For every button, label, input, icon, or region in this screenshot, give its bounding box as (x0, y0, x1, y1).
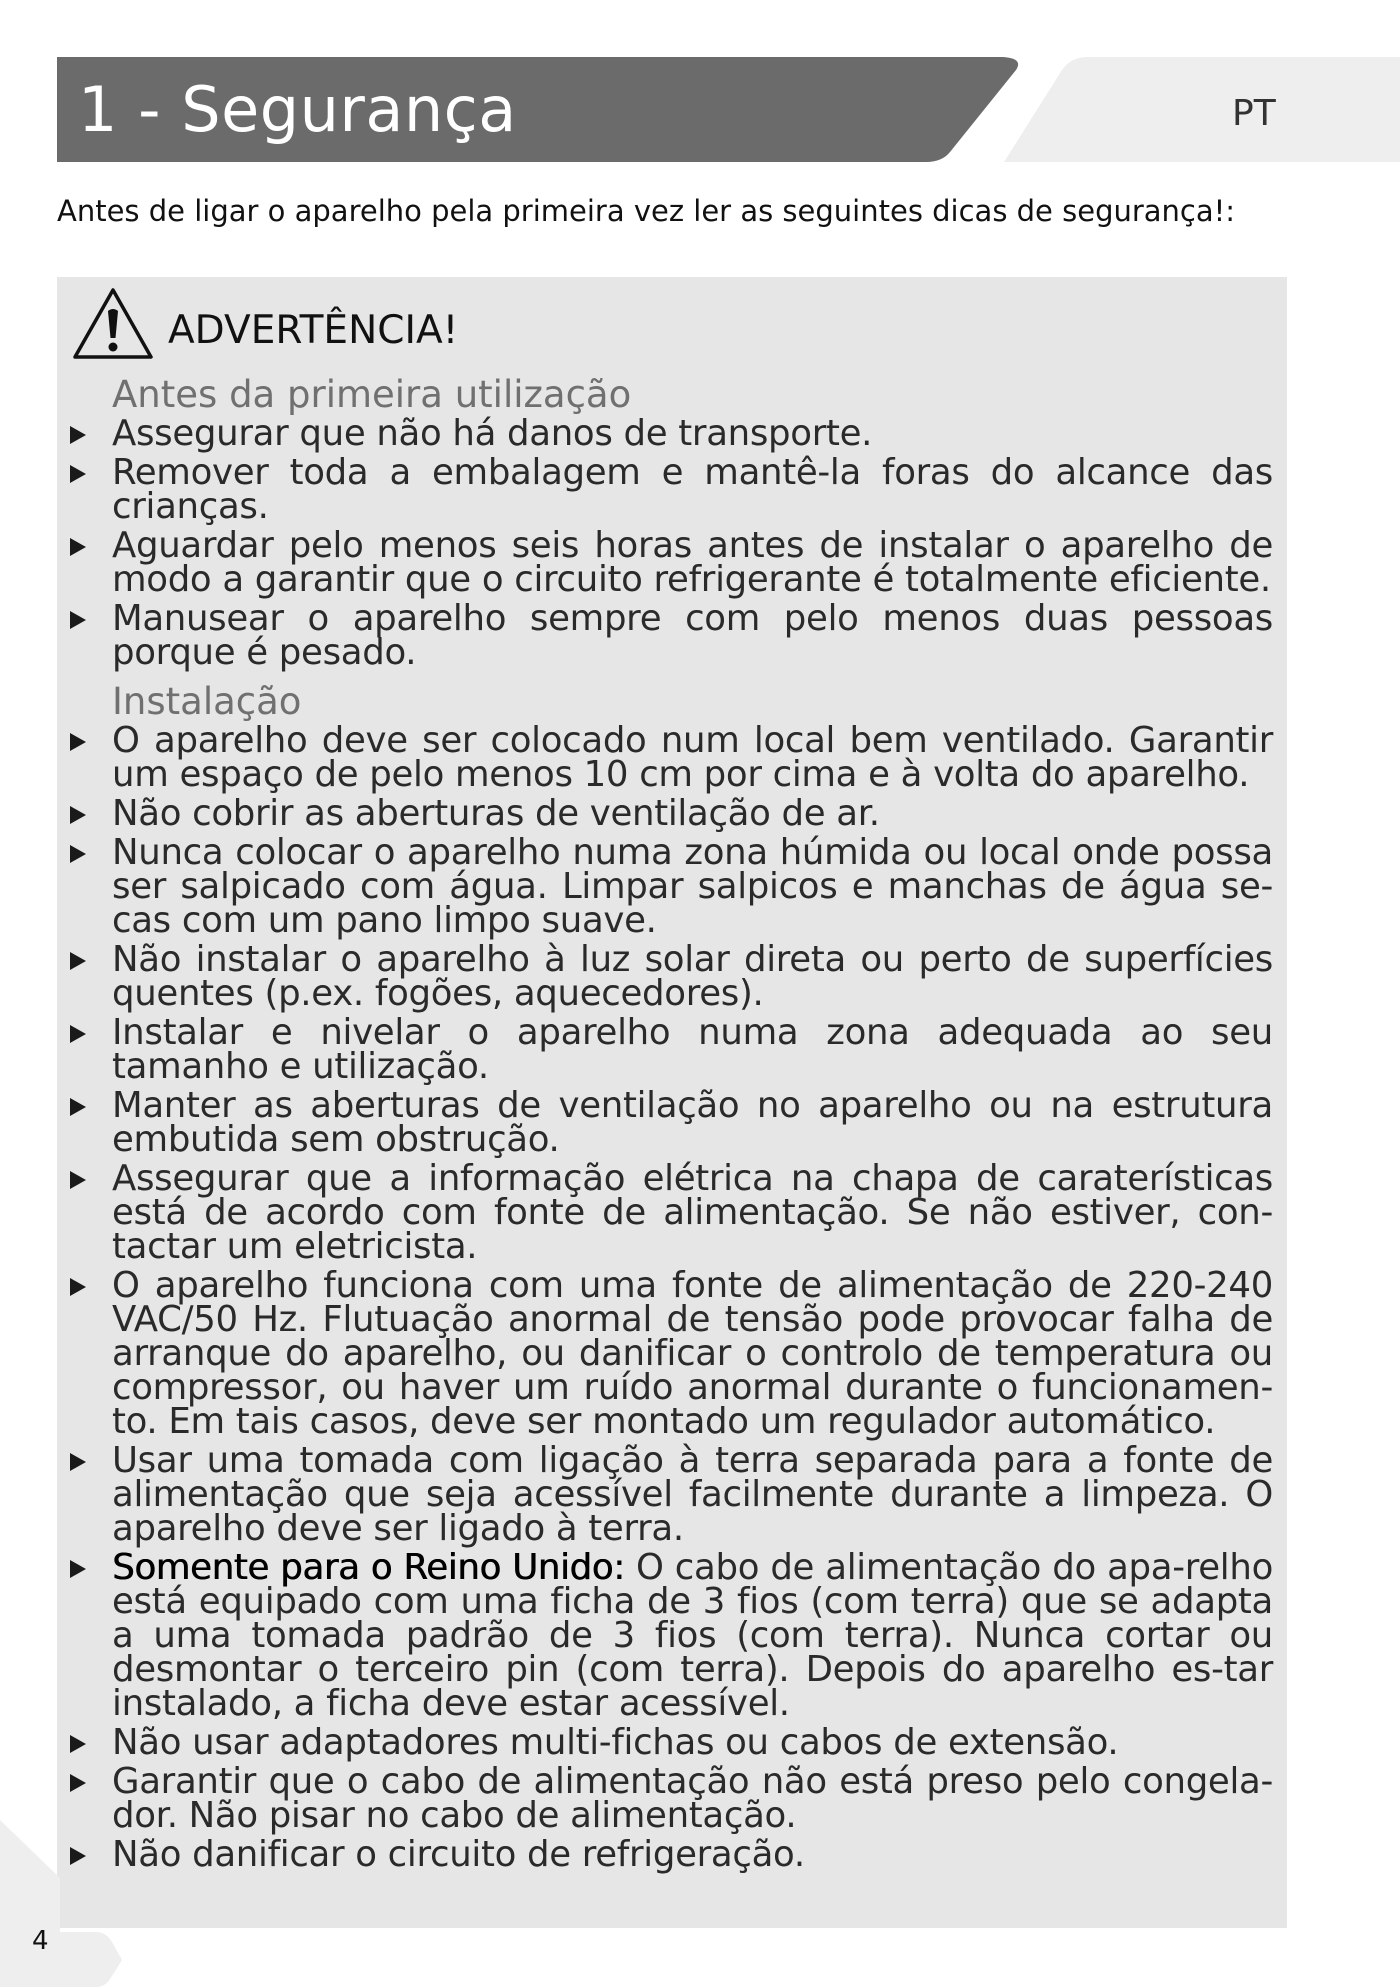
list-item (57, 1012, 1273, 1087)
list-item (57, 832, 1273, 941)
section-title: 1 - Segurança (78, 73, 517, 146)
bullet-arrow-icon (70, 952, 86, 970)
item-text: Não danificar o circuito de refrigeração. (112, 1834, 805, 1875)
bullet-arrow-icon (70, 733, 86, 751)
item-text: Manusear o aparelho sempre com pelo menos duas pessoas porque é pesado. (112, 598, 1273, 673)
list-item (57, 598, 1273, 673)
bullet-arrow-icon (70, 1278, 86, 1296)
item-text: Assegurar que não há danos de transporte. (112, 413, 873, 454)
list-item (57, 1158, 1273, 1267)
warning-triangle-icon (71, 285, 155, 363)
list-item (57, 939, 1273, 1014)
bullet-arrow-icon (70, 1560, 86, 1578)
list-item (57, 1085, 1273, 1160)
item-text: O aparelho funciona com uma fonte de alimentação de 220-240 VAC/50 Hz. Flutuação anormal de tensão pode provocar falha de arranque do aparelho, ou danificar o controlo de temperatura ou compressor, ou haver um ruído anormal durante o funcionamen-to. Em tais casos, deve ser montado um regulador automático. (112, 1265, 1273, 1442)
footer-decoration (0, 1820, 130, 1987)
warning-content (57, 373, 1273, 1877)
bullet-arrow-icon (70, 465, 86, 483)
bullet-list (57, 720, 1273, 1875)
bullet-arrow-icon (70, 538, 86, 556)
item-text: Manter as aberturas de ventilação no aparelho ou na estrutura embutida sem obstrução. (112, 1085, 1273, 1160)
list-item (57, 1722, 1273, 1763)
item-text: O aparelho deve ser colocado num local bem ventilado. Garantir um espaço de pelo menos 10 cm por cima e à volta do aparelho. (112, 720, 1273, 795)
item-text: Assegurar que a informação elétrica na chapa de caraterísticas está de acordo com fonte de alimentação. Se não estiver, con-tactar um eletricista. (112, 1158, 1273, 1267)
item-text: Nunca colocar o aparelho numa zona húmida ou local onde possa ser salpicado com água. Limpar salpicos e manchas de água se-cas com um pano limpo suave. (112, 832, 1273, 941)
item-text: O cabo de alimentação do apa-relho está equipado com uma ficha de 3 fios (com terra) que se adapta a uma tomada padrão de 3 fios (com terra). Nunca cortar ou desmontar o terceiro pin (com terra). Depois do aparelho es-tar instalado, a ficha deve estar acessível. (112, 1547, 1273, 1724)
list-item (57, 413, 1273, 454)
bullet-arrow-icon (70, 845, 86, 863)
bullet-arrow-icon (70, 1774, 86, 1792)
list-item (57, 452, 1273, 527)
item-text: Não cobrir as aberturas de ventilação de ar. (112, 793, 880, 834)
bullet-arrow-icon (70, 1171, 86, 1189)
item-text: Usar uma tomada com ligação à terra separada para a fonte de alimentação que seja acessível facilmente durante a limpeza. O aparelho deve ser ligado à terra. (112, 1440, 1273, 1549)
item-text: Remover toda a embalagem e mantê-la foras do alcance das crianças. (112, 452, 1273, 527)
list-item (57, 1547, 1273, 1724)
language-code: PT (1232, 93, 1276, 134)
section-heading: Antes da primeira utilização (112, 373, 632, 416)
bullet-arrow-icon (70, 426, 86, 444)
list-item (57, 1440, 1273, 1549)
item-text: Instalar e nivelar o aparelho numa zona adequada ao seu tamanho e utilização. (112, 1012, 1273, 1087)
item-text: Não instalar o aparelho à luz solar direta ou perto de superfícies quentes (p.ex. fogões, aquecedores). (112, 939, 1273, 1014)
item-text: Garantir que o cabo de alimentação não está preso pelo congela-dor. Não pisar no cabo de alimentação. (112, 1761, 1273, 1836)
bullet-arrow-icon (70, 1453, 86, 1471)
bullet-arrow-icon (70, 806, 86, 824)
item-lead: Somente para o Reino Unido: (112, 1547, 625, 1588)
bullet-list (57, 413, 1273, 673)
bullet-arrow-icon (70, 1098, 86, 1116)
page-number: 4 (32, 1926, 49, 1956)
warning-title: ADVERTÊNCIA! (168, 308, 459, 353)
list-item (57, 1761, 1273, 1836)
item-text: Não usar adaptadores multi-fichas ou cabos de extensão. (112, 1722, 1119, 1763)
list-item (57, 720, 1273, 795)
item-text: Aguardar pelo menos seis horas antes de instalar o aparelho de modo a garantir que o circuito refrigerante é totalmente eficiente. (112, 525, 1273, 600)
list-item (57, 793, 1273, 834)
list-item (57, 1834, 1273, 1875)
section-heading: Instalação (112, 680, 302, 723)
bullet-arrow-icon (70, 611, 86, 629)
bullet-arrow-icon (70, 1025, 86, 1043)
bullet-arrow-icon (70, 1735, 86, 1753)
intro-text: Antes de ligar o aparelho pela primeira vez ler as seguintes dicas de segurança!: (57, 194, 1236, 228)
list-item (57, 1265, 1273, 1442)
warning-box (57, 277, 1287, 1928)
list-item (57, 525, 1273, 600)
